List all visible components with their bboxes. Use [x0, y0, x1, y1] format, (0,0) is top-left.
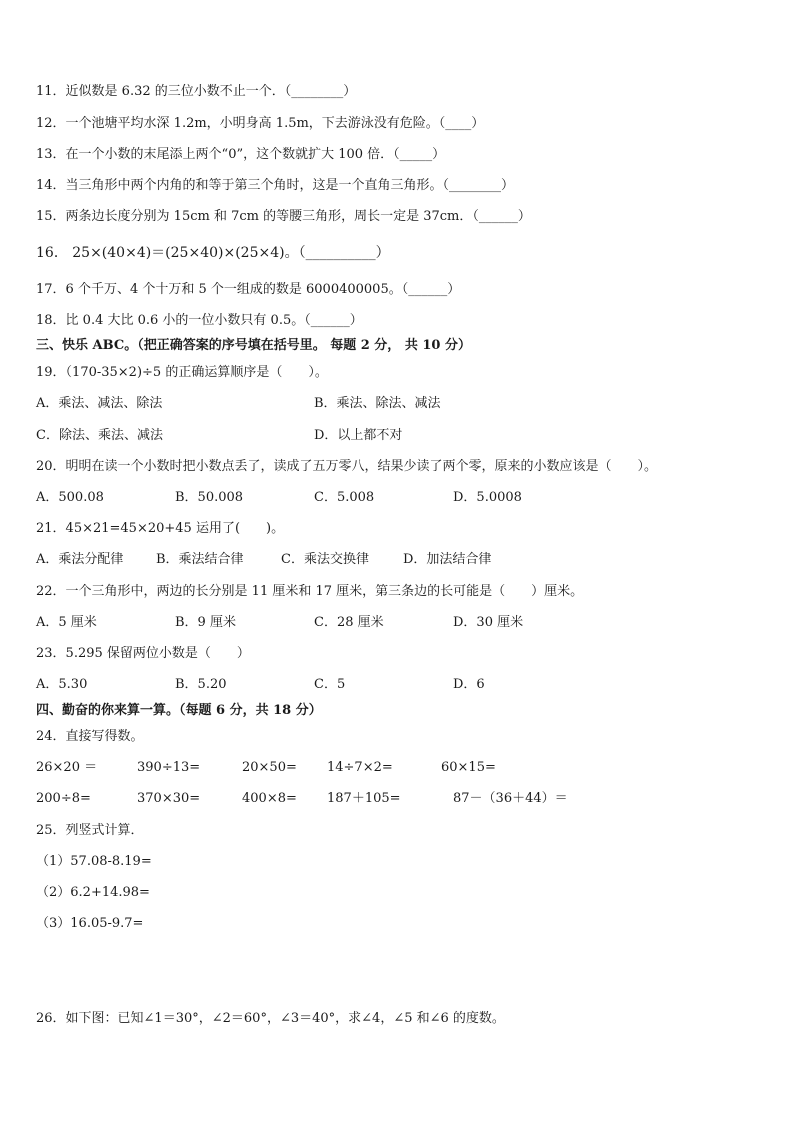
q19-option-d: D．以上都不对 [314, 428, 403, 443]
calc-item: 390÷13= [137, 760, 201, 775]
q19-option-b: B．乘法、除法、减法 [314, 396, 441, 411]
q19-option-a: A．乘法、减法、除法 [36, 396, 163, 411]
question-23: 23．5.295 保留两位小数是（ ） [36, 646, 250, 661]
question-15: 15．两条边长度分别为 15cm 和 7cm 的等腰三角形，周长一定是 37cm．（______） [36, 209, 531, 224]
calc-item: 400×8= [242, 791, 297, 806]
q22-option-c: C．28 厘米 [314, 615, 384, 630]
question-26: 26．如下图：已知∠1＝30°，∠2＝60°，∠3＝40°，求∠4，∠5 和∠6 的度数。 [36, 1011, 505, 1026]
q19-option-c: C．除法、乘法、减法 [36, 428, 163, 443]
q23-option-c: C．5 [314, 677, 346, 692]
q22-option-b: B．9 厘米 [175, 615, 236, 630]
q20-option-a: A．500.08 [36, 490, 104, 505]
question-18: 18．比 0.4 大比 0.6 小的一位小数只有 0.5。（______） [36, 313, 363, 328]
question-24: 24．直接写得数。 [36, 729, 144, 744]
question-12: 12．一个池塘平均水深 1.2m，小明身高 1.5m，下去游泳没有危险。（____） [36, 116, 485, 131]
calc-item: 200÷8= [36, 791, 91, 806]
q21-option-c: C．乘法交换律 [281, 552, 369, 567]
q25-item-2: （2）6.2+14.98= [36, 885, 150, 900]
q25-item-3: （3）16.05-9.7= [36, 916, 144, 931]
q23-option-a: A．5.30 [36, 677, 88, 692]
section-3-heading: 三、快乐 ABC。（把正确答案的序号填在括号里。 每题 2 分， 共 10 分） [36, 338, 471, 353]
question-14: 14．当三角形中两个内角的和等于第三个角时，这是一个直角三角形。（________） [36, 178, 515, 193]
question-25: 25．列竖式计算． [36, 823, 144, 838]
calc-item: 370×30= [137, 791, 201, 806]
q23-option-b: B．5.20 [175, 677, 227, 692]
question-19: 19．（170-35×2)÷5 的正确运算顺序是（ ）。 [36, 365, 328, 380]
q21-option-d: D．加法结合律 [403, 552, 492, 567]
section-4-heading: 四、勤奋的你来算一算。（每题 6 分，共 18 分） [36, 703, 322, 718]
q20-option-c: C．5.008 [314, 490, 375, 505]
calc-item: 26×20 ＝ [36, 760, 98, 775]
question-13: 13．在一个小数的末尾添上两个“0”，这个数就扩大 100 倍．（_____） [36, 147, 446, 162]
question-17: 17．6 个千万、4 个十万和 5 个一组成的数是 6000400005。（______） [36, 282, 461, 297]
calc-item: 14÷7×2= [327, 760, 393, 775]
q25-item-1: （1）57.08-8.19= [36, 854, 152, 869]
question-21: 21．45×21=45×20+45 运用了( )。 [36, 521, 285, 536]
question-11: 11．近似数是 6.32 的三位小数不止一个．（________） [36, 84, 357, 99]
question-20: 20．明明在读一个小数时把小数点丢了，读成了五万零八，结果少读了两个零，原来的小数应该是（ ）。 [36, 459, 658, 474]
q23-option-d: D．6 [453, 677, 485, 692]
calc-item: 20×50= [242, 760, 297, 775]
calc-item: 60×15= [441, 760, 496, 775]
q21-option-a: A．乘法分配律 [36, 552, 124, 567]
q22-option-d: D．30 厘米 [453, 615, 524, 630]
question-22: 22．一个三角形中，两边的长分别是 11 厘米和 17 厘米，第三条边的长可能是（ ）厘米。 [36, 584, 584, 599]
question-16: 16． 25×(40×4)＝(25×40)×(25×4)。（__________） [36, 245, 390, 261]
calc-item: 187＋105= [327, 791, 401, 806]
calc-item: 87－（36＋44）＝ [453, 791, 568, 806]
q22-option-a: A．5 厘米 [36, 615, 97, 630]
q20-option-d: D．5.0008 [453, 490, 522, 505]
q20-option-b: B．50.008 [175, 490, 244, 505]
q21-option-b: B．乘法结合律 [156, 552, 244, 567]
